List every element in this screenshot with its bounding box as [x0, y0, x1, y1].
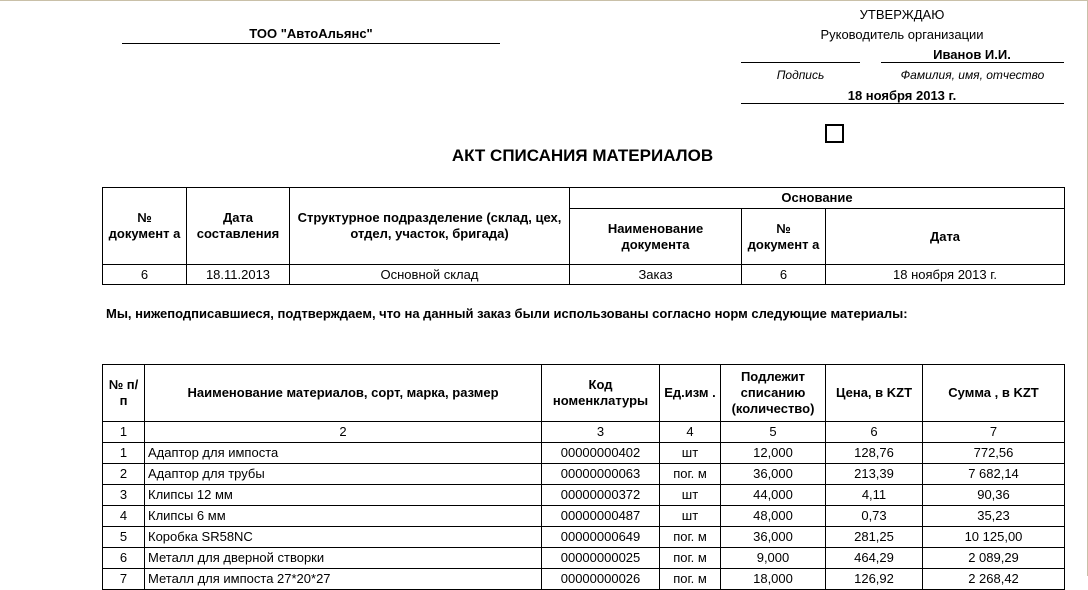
col-number: 1 [103, 422, 145, 443]
col-number: 7 [923, 422, 1065, 443]
col-no: № п/п [103, 365, 145, 422]
table-row [103, 548, 1065, 569]
cell-doc-no: 6 [103, 265, 187, 285]
cell-code: 00000000025 [542, 548, 660, 569]
cell-unit: пог. м [660, 527, 721, 548]
cell-sum: 10 125,00 [923, 527, 1065, 548]
cell-qty: 48,000 [721, 506, 826, 527]
cell-sum: 90,36 [923, 485, 1065, 506]
table-row [103, 443, 1065, 464]
cell-name: Клипсы 6 мм [145, 506, 542, 527]
group-basis: Основание [570, 188, 1065, 209]
cell-sum: 7 682,14 [923, 464, 1065, 485]
organization-underline [122, 43, 500, 44]
director-name: Иванов И.И. [933, 47, 1011, 62]
cell-code: 00000000649 [542, 527, 660, 548]
table-row [103, 527, 1065, 548]
statement-text: Мы, нижеподписавшиеся, подтверждаем, что на данный заказ были использованы согласно норм следующие материалы: [106, 306, 908, 321]
cell-price: 213,39 [826, 464, 923, 485]
col-doc-no: № документ а [103, 188, 187, 265]
col-sum: Сумма , в KZT [923, 365, 1065, 422]
table-row [103, 265, 1065, 285]
col-price: Цена, в KZT [826, 365, 923, 422]
cell-code: 00000000487 [542, 506, 660, 527]
document-info-table [102, 187, 1065, 285]
cell-sum: 2 268,42 [923, 569, 1065, 590]
col-qty: Подлежит списанию (количество) [721, 365, 826, 422]
cell-price: 126,92 [826, 569, 923, 590]
head-role: Руководитель организации [820, 27, 984, 42]
cell-price: 128,76 [826, 443, 923, 464]
cell-qty: 12,000 [721, 443, 826, 464]
col-basis-no: № документ а [742, 209, 826, 265]
cell-basis-date: 18 ноября 2013 г. [826, 265, 1065, 285]
checkbox[interactable] [825, 124, 844, 143]
cell-basis-name: Заказ [570, 265, 742, 285]
approve-date: 18 ноября 2013 г. [847, 88, 957, 103]
cell-unit: пог. м [660, 569, 721, 590]
cell-no: 5 [103, 527, 145, 548]
cell-sum: 35,23 [923, 506, 1065, 527]
table-row [103, 485, 1065, 506]
document-title: АКТ СПИСАНИЯ МАТЕРИАЛОВ [451, 146, 714, 165]
column-number-row [103, 422, 1065, 443]
cell-sum: 772,56 [923, 443, 1065, 464]
materials-table [102, 364, 1065, 590]
cell-unit: шт [660, 506, 721, 527]
table-row [103, 464, 1065, 485]
cell-no: 2 [103, 464, 145, 485]
cell-code: 00000000372 [542, 485, 660, 506]
col-unit: Ед.изм . [660, 365, 721, 422]
cell-unit: шт [660, 443, 721, 464]
cell-qty: 18,000 [721, 569, 826, 590]
cell-no: 6 [103, 548, 145, 569]
cell-unit: пог. м [660, 548, 721, 569]
cell-qty: 36,000 [721, 464, 826, 485]
col-basis-name: Наименование документа [570, 209, 742, 265]
cell-qty: 44,000 [721, 485, 826, 506]
cell-unit: шт [660, 485, 721, 506]
col-code: Код номенклатуры [542, 365, 660, 422]
organization-name: ТОО "АвтоАльянс" [249, 26, 373, 41]
name-line [881, 62, 1064, 63]
cell-name: Клипсы 12 мм [145, 485, 542, 506]
cell-sum: 2 089,29 [923, 548, 1065, 569]
cell-code: 00000000402 [542, 443, 660, 464]
table-row [103, 569, 1065, 590]
cell-name: Металл для импоста 27*20*27 [145, 569, 542, 590]
cell-unit: пог. м [660, 464, 721, 485]
col-division: Структурное подразделение (склад, цех, отдел, участок, бригада) [290, 188, 570, 265]
cell-basis-no: 6 [742, 265, 826, 285]
name-caption: Фамилия, имя, отчество [900, 68, 1045, 82]
col-number: 5 [721, 422, 826, 443]
cell-no: 7 [103, 569, 145, 590]
cell-price: 464,29 [826, 548, 923, 569]
col-basis-date: Дата [826, 209, 1065, 265]
cell-name: Коробка SR58NC [145, 527, 542, 548]
cell-date: 18.11.2013 [187, 265, 290, 285]
cell-name: Металл для дверной створки [145, 548, 542, 569]
table-row [103, 506, 1065, 527]
col-name: Наименование материалов, сорт, марка, размер [145, 365, 542, 422]
cell-code: 00000000026 [542, 569, 660, 590]
col-number: 3 [542, 422, 660, 443]
cell-no: 4 [103, 506, 145, 527]
approve-date-underline [741, 103, 1064, 104]
col-number: 4 [660, 422, 721, 443]
cell-code: 00000000063 [542, 464, 660, 485]
signature-caption: Подпись [776, 68, 825, 82]
approve-label: УТВЕРЖДАЮ [859, 7, 945, 22]
col-number: 2 [145, 422, 542, 443]
cell-name: Адаптор для импоста [145, 443, 542, 464]
cell-qty: 9,000 [721, 548, 826, 569]
cell-no: 1 [103, 443, 145, 464]
cell-no: 3 [103, 485, 145, 506]
page-border-top [0, 0, 1088, 1]
cell-price: 0,73 [826, 506, 923, 527]
cell-qty: 36,000 [721, 527, 826, 548]
cell-price: 281,25 [826, 527, 923, 548]
col-date: Дата составления [187, 188, 290, 265]
cell-name: Адаптор для трубы [145, 464, 542, 485]
signature-line [741, 62, 860, 63]
cell-price: 4,11 [826, 485, 923, 506]
cell-division: Основной склад [290, 265, 570, 285]
col-number: 6 [826, 422, 923, 443]
